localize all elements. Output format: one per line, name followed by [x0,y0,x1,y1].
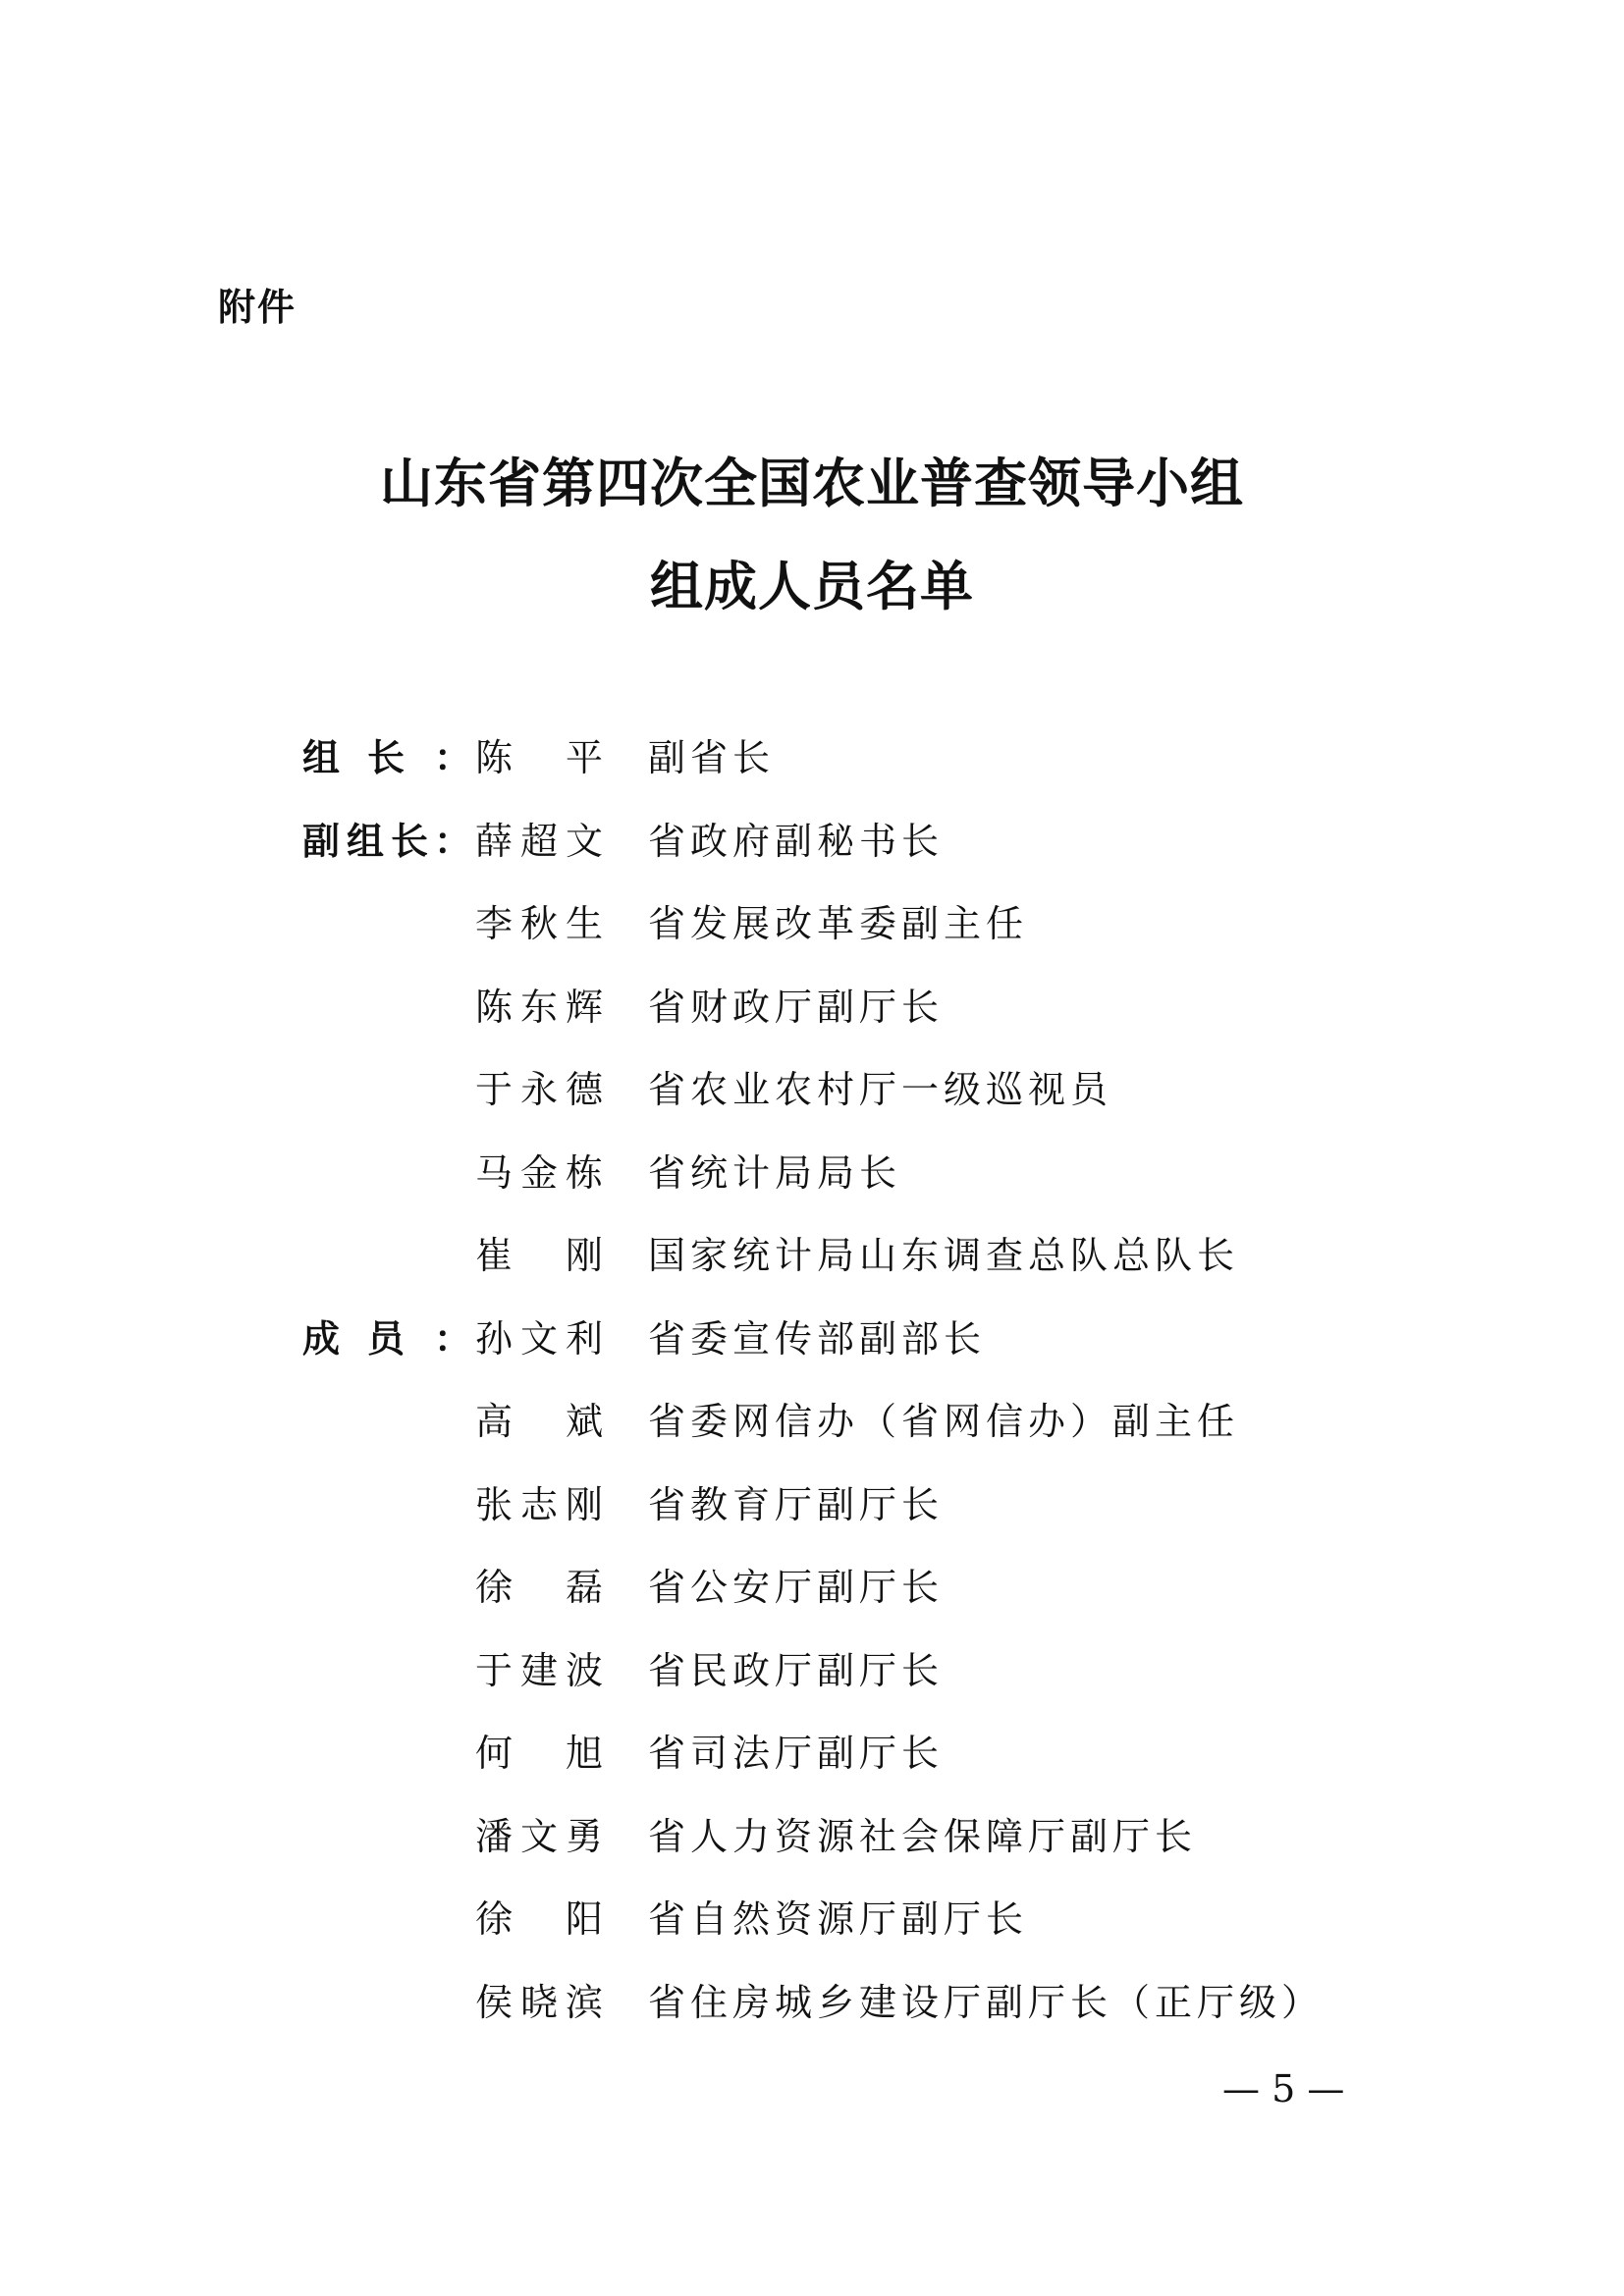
member-position: 副省长 [648,736,776,779]
member-name: 于 永 德 [475,1068,603,1111]
member-row [302,1475,1382,1559]
member-position: 省人力资源社会保障厅副厅长 [648,1814,1198,1858]
member-row [302,1724,1382,1807]
member-list [302,728,1382,2056]
role-label: 成 员 [302,1316,405,1361]
member-row [302,812,1382,895]
member-name: 崔 刚 [475,1234,603,1277]
member-row [302,1890,1382,1973]
page-title-line-1: 山东省第四次全国农业普查领导小组 [380,452,1244,514]
member-name: 薛 超 文 [475,819,603,863]
role-colon: ： [433,1316,471,1361]
role-colon: ： [433,736,471,779]
member-position: 省政府副秘书长 [648,819,945,863]
member-row [302,1226,1382,1309]
member-position: 省农业农村厅一级巡视员 [648,1068,1113,1111]
member-position: 省统计局局长 [648,1150,902,1195]
member-row [302,1807,1382,1891]
role-label: 副 组 长 [302,819,428,863]
member-row [302,1144,1382,1227]
member-position: 省委网信办（省网信办）副主任 [648,1400,1240,1443]
member-position: 国家统计局山东调查总队总队长 [648,1234,1240,1277]
member-name: 徐 磊 [475,1566,603,1609]
member-name: 张 志 刚 [475,1482,603,1526]
member-name: 侯 晓 滨 [475,1980,603,2024]
page-number: — 5 — [1222,2067,1345,2110]
attachment-label: 附件 [218,286,298,329]
member-name: 孙 文 利 [475,1316,603,1361]
role-label: 组 长 [302,736,405,779]
member-row [302,1060,1382,1144]
member-name: 何 旭 [475,1732,603,1775]
member-position: 省住房城乡建设厅副厅长（正厅级） [648,1980,1325,2024]
member-name: 高 斌 [475,1400,603,1443]
member-name: 陈 平 [475,736,603,779]
member-row [302,1641,1382,1725]
member-name: 陈 东 辉 [475,985,603,1029]
member-name: 李 秋 生 [475,902,603,945]
member-position: 省司法厅副厅长 [648,1732,945,1775]
member-position: 省公安厅副厅长 [648,1566,945,1609]
member-position: 省自然资源厅副厅长 [648,1897,1029,1941]
member-row [302,894,1382,978]
member-name: 潘 文 勇 [475,1814,603,1858]
member-position: 省教育厅副厅长 [648,1482,945,1526]
member-position: 省发展改革委副主任 [648,902,1029,945]
member-row [302,1309,1382,1393]
member-position: 省民政厅副厅长 [648,1648,945,1692]
member-row [302,728,1382,812]
member-row [302,1392,1382,1475]
page-title-line-2: 组成人员名单 [650,555,974,617]
member-position: 省委宣传部副部长 [648,1316,987,1361]
member-row [302,1973,1382,2056]
member-position: 省财政厅副厅长 [648,985,945,1029]
member-row [302,1558,1382,1641]
member-name: 于 建 波 [475,1648,603,1692]
role-colon: ： [433,819,471,863]
member-name: 徐 阳 [475,1897,603,1941]
member-row [302,978,1382,1061]
member-name: 马 金 栋 [475,1150,603,1195]
